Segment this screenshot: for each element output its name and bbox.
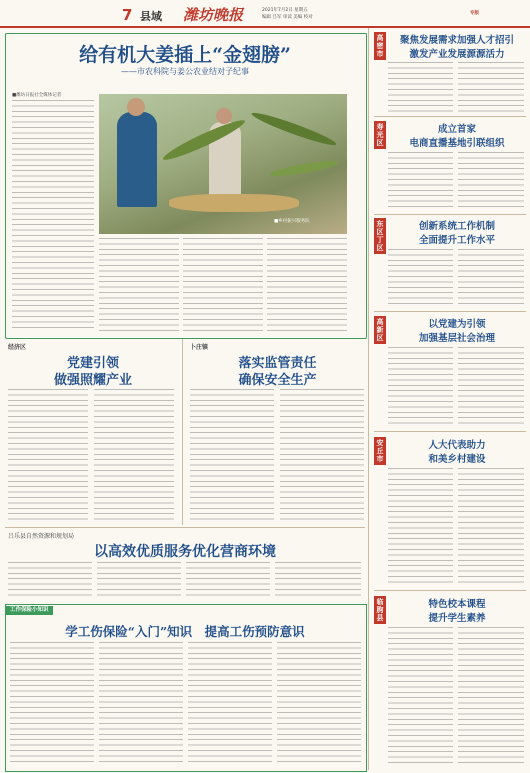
story1-label: 经济区 [8, 344, 27, 351]
sidebar-b-title: 成立首家 [437, 124, 476, 135]
story2-label: 卜庄镇 [190, 344, 209, 351]
lead-body-col1 [12, 100, 94, 332]
sidebar-tag-b: 寿光区 [374, 121, 386, 149]
sidebar-tag-f: 临朐县 [374, 596, 386, 624]
person-figure [117, 112, 157, 207]
sidebar-d-body1 [388, 347, 453, 427]
section-rule [5, 527, 365, 528]
story2-title: 落实监管责任 [238, 356, 317, 371]
person-head [127, 98, 145, 116]
story4-body-col1 [10, 642, 94, 766]
sidebar-d-title: 以党建为引领 [428, 319, 486, 330]
lead-subtitle: ——市农科院与姜公农业结对子纪事 [121, 67, 249, 76]
person-head-2 [216, 108, 232, 124]
editor-line: 编辑 吕军 审读 美编 校对 [262, 15, 313, 20]
sidebar-b-body1 [388, 152, 453, 210]
lead-body-col4 [267, 238, 347, 332]
story4-body-col4 [277, 642, 361, 766]
sidebar-a-body2 [458, 62, 524, 112]
story3-body-col3 [186, 562, 270, 600]
story1-title: 党建引领 [66, 356, 119, 371]
edition-tag: 专版 [470, 11, 479, 16]
lead-photo [99, 94, 347, 234]
story4-title: 学工伤保险“入门”知识 提高工伤预防意识 [65, 624, 305, 639]
sidebar-f-body2 [458, 627, 524, 767]
story2-title-line2: 确保安全生产 [238, 373, 317, 388]
story2-body-col2 [280, 389, 364, 521]
sidebar-f-title2: 提升学生素养 [428, 613, 486, 624]
sidebar-tag-c: 东区丁区 [374, 218, 386, 254]
sidebar-d-title2: 加强基层社会治理 [418, 333, 495, 344]
story3-body-col4 [275, 562, 361, 600]
lead-title: 给有机大姜插上“金翅膀” [79, 44, 291, 66]
sidebar-d-body2 [458, 347, 524, 427]
sidebar-f-body1 [388, 627, 453, 767]
story3-body-col1 [8, 562, 92, 600]
ginger-harvest [169, 194, 299, 212]
story1-body-col2 [94, 389, 174, 521]
sidebar-tag-a: 高密市 [374, 32, 386, 60]
story4-body-col3 [188, 642, 272, 766]
story3-title: 以高效优质服务优化营商环境 [94, 544, 276, 560]
sidebar-e-title2: 和美乡村建设 [428, 454, 486, 465]
page-number: 7 [122, 6, 133, 24]
issue-date: 2021年7月2日 星期五 [262, 8, 308, 13]
sidebar-a-title: 聚焦发展需求加强人才招引 [399, 35, 514, 46]
sidebar-f-title: 特色校本课程 [428, 599, 486, 610]
sidebar-tag-d: 高新区 [374, 316, 386, 344]
sidebar-tag-e: 安丘市 [374, 437, 386, 465]
story2-body-col1 [190, 389, 274, 521]
lead-body-col3 [183, 238, 263, 332]
story1-title-line2: 做强照耀产业 [53, 373, 132, 388]
sidebar-e-body1 [388, 468, 453, 586]
sidebar-e-body2 [458, 468, 524, 586]
lead-body-col2 [99, 238, 179, 332]
story4-body-col2 [99, 642, 183, 766]
insurance-bar-label: 工作保险小知识 [6, 606, 53, 615]
photo-caption: ■乡村振兴服务队 [274, 219, 310, 224]
story3-body-col2 [97, 562, 181, 600]
page-header [0, 0, 530, 28]
sidebar-b-body2 [458, 152, 524, 210]
story3-kicker: 吕乐县自然资源和规划局 [8, 533, 75, 540]
lead-byline: ■潍坊日报社全媒体记者 [12, 93, 62, 98]
sidebar-e-title: 人大代表助力 [428, 440, 486, 451]
section-name: 县域 [140, 10, 162, 23]
sidebar-c-title2: 全面提升工作水平 [418, 235, 495, 246]
newspaper-logo: 潍坊晚报 [183, 6, 244, 24]
sidebar-a-body1 [388, 62, 453, 112]
story1-body-col1 [8, 389, 88, 521]
sidebar-c-body2 [458, 249, 524, 307]
sidebar-c-title: 创新系统工作机制 [418, 221, 495, 232]
sidebar-b-title2: 电商直播基地引联组织 [409, 138, 505, 149]
column-divider [182, 339, 183, 525]
sidebar-a-title2: 激发产业发展源源活力 [409, 49, 505, 60]
sidebar-c-body1 [388, 249, 453, 307]
sidebar-divider [368, 28, 369, 770]
